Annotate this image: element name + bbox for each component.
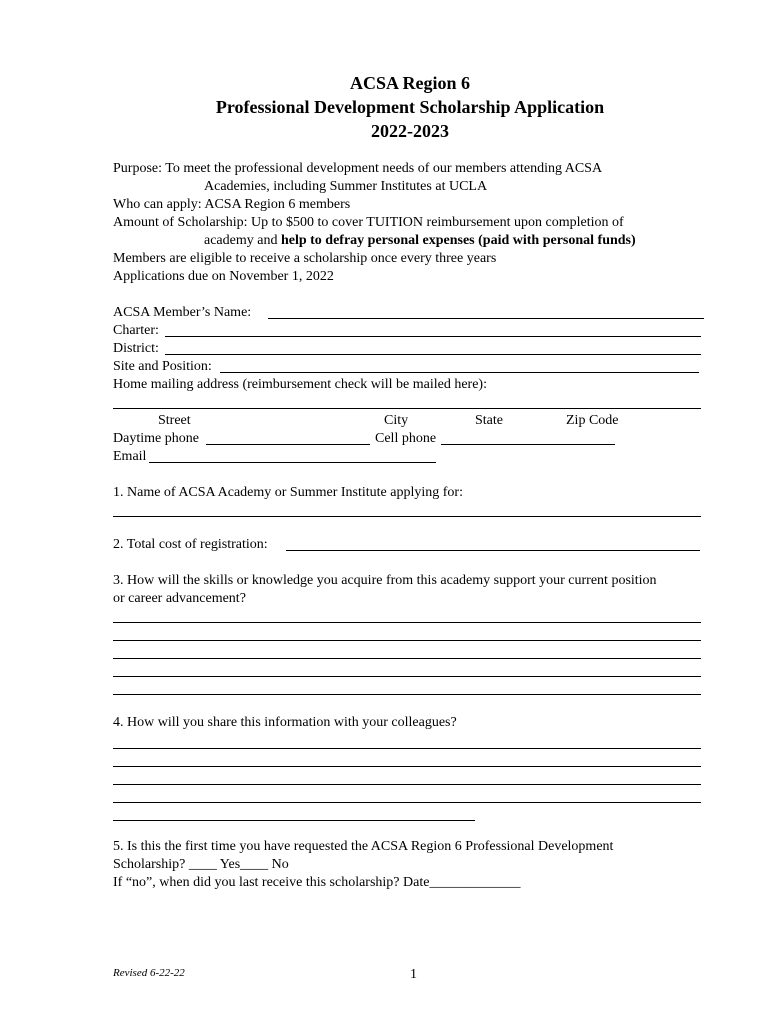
- revised-date: Revised 6-22-22: [113, 967, 185, 979]
- state-caption: State: [475, 413, 503, 428]
- cell-phone-label: Cell phone: [375, 431, 437, 446]
- amount-line-1: Amount of Scholarship: Up to $500 to cover TUITION reimbursement upon completion of: [113, 215, 624, 230]
- due-date: Applications due on November 1, 2022: [113, 269, 334, 284]
- amount-line-2: [204, 232, 636, 250]
- who-can-apply: Who can apply: ACSA Region 6 members: [113, 197, 351, 212]
- answer-3-line[interactable]: [113, 640, 701, 641]
- answer-4-line[interactable]: [113, 784, 701, 785]
- question-5-line-1: 5. Is this the first time you have requested the ACSA Region 6 Professional Development: [113, 839, 614, 854]
- answer-4-line[interactable]: [113, 820, 475, 821]
- email-label: Email: [113, 449, 147, 464]
- member-name-label: ACSA Member’s Name:: [113, 305, 252, 320]
- title-form: Professional Development Scholarship Application: [215, 97, 605, 117]
- street-caption: Street: [158, 413, 191, 428]
- answer-3-line[interactable]: [113, 622, 701, 623]
- city-caption: City: [384, 413, 409, 428]
- charter-label: Charter:: [113, 323, 159, 338]
- daytime-phone-line[interactable]: [206, 444, 370, 445]
- answer-4-line[interactable]: [113, 802, 701, 803]
- question-4: 4. How will you share this information with your colleagues?: [113, 715, 457, 730]
- answer-3-line[interactable]: [113, 676, 701, 677]
- answer-4-line[interactable]: [113, 766, 701, 767]
- home-address-label: Home mailing address (reimbursement check will be mailed here):: [113, 377, 487, 392]
- title-org: ACSA Region 6: [349, 73, 470, 93]
- question-5-line-2: Scholarship? ____ Yes____ No: [113, 857, 289, 872]
- answer-4-line[interactable]: [113, 748, 701, 749]
- question-1: 1. Name of ACSA Academy or Summer Institute applying for:: [113, 485, 463, 500]
- answer-3-line[interactable]: [113, 694, 701, 695]
- district-line[interactable]: [165, 354, 701, 355]
- site-position-label: Site and Position:: [113, 359, 212, 374]
- home-address-line[interactable]: [113, 408, 701, 409]
- purpose-line-2: Academies, including Summer Institutes at UCLA: [204, 179, 488, 194]
- question-3-line-2: or career advancement?: [113, 591, 246, 606]
- purpose-line-1: Purpose: To meet the professional development needs of our members attending ACSA: [113, 161, 603, 176]
- title-year: 2022-2023: [371, 121, 449, 141]
- cell-phone-line[interactable]: [441, 444, 615, 445]
- question-5-line-3: If “no”, when did you last receive this scholarship? Date_____________: [113, 875, 521, 890]
- eligibility: Members are eligible to receive a scholarship once every three years: [113, 251, 497, 266]
- amount-bold-text: help to defray personal expenses (paid with personal funds): [280, 233, 636, 248]
- page-number: 1: [410, 967, 417, 982]
- charter-line[interactable]: [165, 336, 701, 337]
- question-2: 2. Total cost of registration:: [113, 537, 268, 552]
- member-name-line[interactable]: [268, 318, 704, 319]
- email-line[interactable]: [149, 462, 436, 463]
- zip-caption: Zip Code: [566, 413, 619, 428]
- site-position-line[interactable]: [220, 372, 699, 373]
- question-3-line-1: 3. How will the skills or knowledge you acquire from this academy support your current position: [113, 573, 657, 588]
- daytime-phone-label: Daytime phone: [113, 431, 199, 446]
- answer-3-line[interactable]: [113, 658, 701, 659]
- district-label: District:: [113, 341, 159, 356]
- question-1-line[interactable]: [113, 516, 701, 517]
- amount-text: academy and: [204, 233, 281, 248]
- question-2-line[interactable]: [286, 550, 700, 551]
